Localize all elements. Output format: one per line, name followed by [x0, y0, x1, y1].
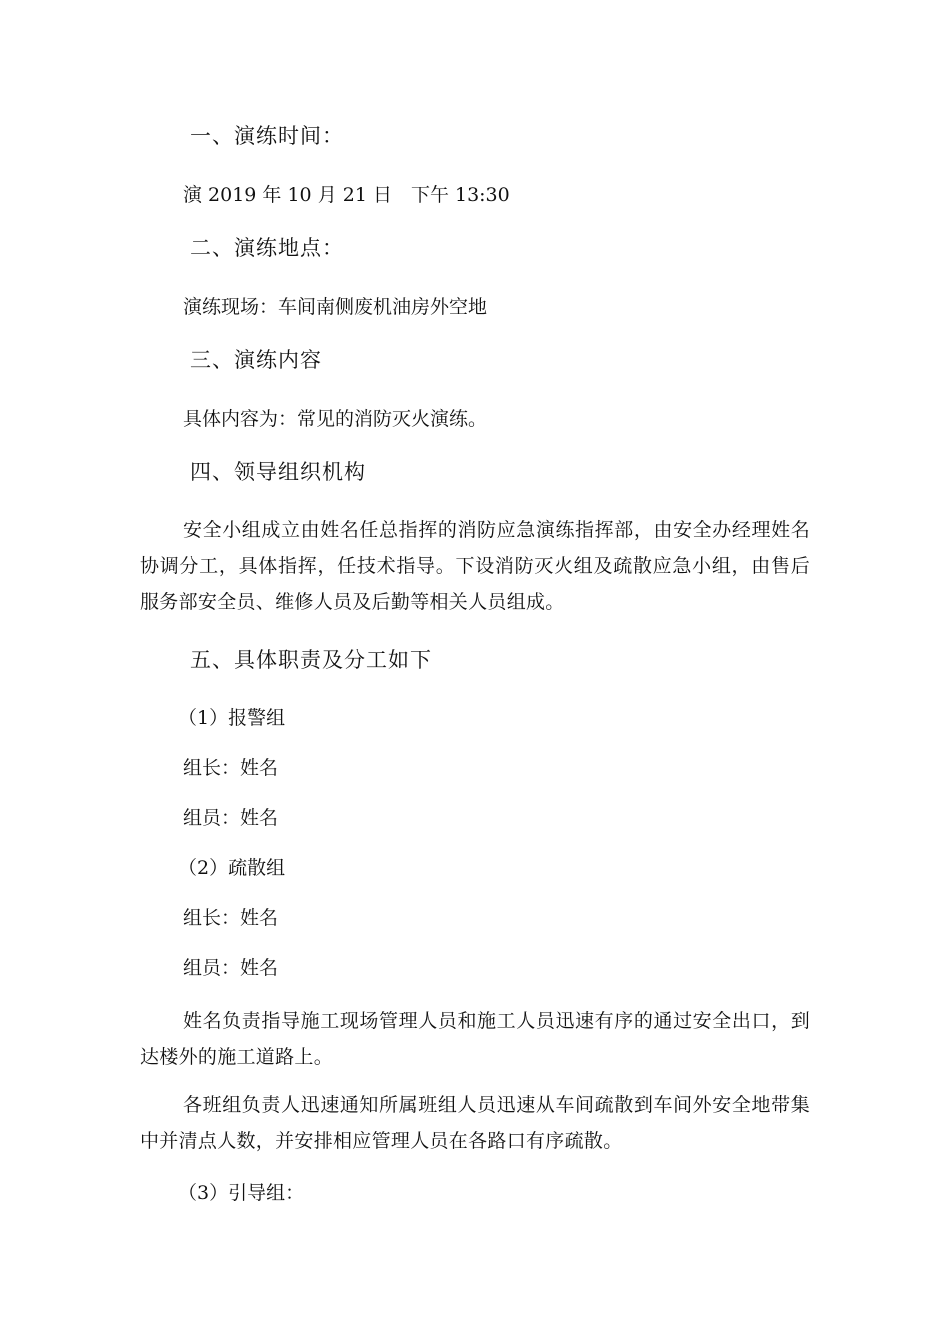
section-3-body: 具体内容为：常见的消防灭火演练。 — [183, 408, 488, 430]
section-4-heading: 四、领导组织机构 — [190, 460, 366, 484]
alarm-group-member: 组员：姓名 — [183, 807, 279, 829]
evacuation-group-member: 组员：姓名 — [183, 957, 279, 979]
guide-group-title: （3）引导组： — [178, 1182, 305, 1204]
section-1-body: 演 2019 年 10 月 21 日 下午 13:30 — [183, 184, 510, 206]
evacuation-paragraph-2: 各班组负责人迅速通知所属班组人员迅速从车间疏散到车间外安全地带集中并清点人数，并安排相应管理人员在各路口有序疏散。 — [140, 1094, 810, 1152]
section-2-body: 演练现场：车间南侧废机油房外空地 — [183, 296, 488, 318]
section-1-heading: 一、演练时间： — [190, 124, 344, 148]
alarm-group-title: （1）报警组 — [178, 707, 286, 729]
evacuation-paragraph-1: 姓名负责指导施工现场管理人员和施工人员迅速有序的通过安全出口，到达楼外的施工道路上。 — [140, 1010, 810, 1068]
evacuation-group-leader: 组长：姓名 — [183, 907, 279, 929]
alarm-group-leader: 组长：姓名 — [183, 757, 279, 779]
section-5-heading: 五、具体职责及分工如下 — [190, 648, 432, 672]
section-4-paragraph: 安全小组成立由姓名任总指挥的消防应急演练指挥部，由安全办经理姓名协调分工，具体指挥，任技术指导。下设消防灭火组及疏散应急小组，由售后服务部安全员、维修人员及后勤等相关人员组成。 — [140, 519, 810, 613]
section-2-heading: 二、演练地点： — [190, 236, 344, 260]
evacuation-group-title: （2）疏散组 — [178, 857, 286, 879]
section-3-heading: 三、演练内容 — [190, 348, 322, 372]
